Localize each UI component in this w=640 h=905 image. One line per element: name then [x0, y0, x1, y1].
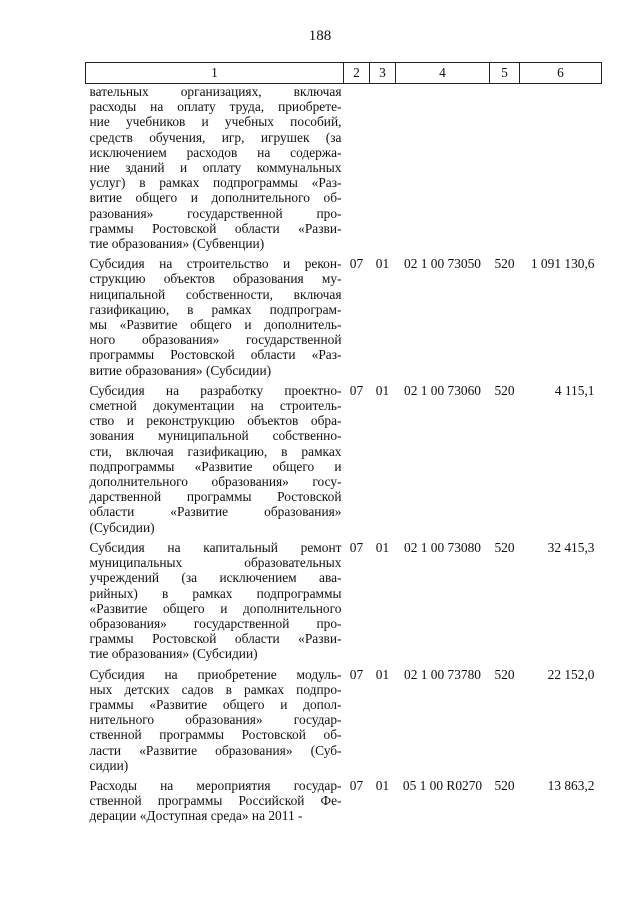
header-cell-2: 2	[344, 63, 370, 84]
description-line: сти, включая газификацию, в рамках	[89, 443, 342, 459]
description-line: тие образования» (Субвенции)	[89, 236, 265, 252]
description-line: учреждений (за исключением ава-	[89, 570, 342, 586]
amount: 32 415,3	[547, 539, 595, 555]
section-code: 07	[349, 256, 364, 272]
description-line: ласти «Развитие образования» (Суб-	[89, 742, 342, 758]
description-line: сметной документации на строитель-	[89, 398, 342, 414]
row-description	[86, 256, 344, 378]
row-description	[86, 667, 344, 773]
table-row	[86, 667, 602, 773]
description-line: зования муниципальной собственно-	[89, 428, 342, 444]
subsection-code: 01	[375, 777, 390, 793]
description-line: Субсидия на строительство и рекон-	[89, 256, 342, 272]
subsection-code: 01	[375, 382, 390, 398]
row-description	[86, 84, 344, 252]
expense-type-code: 520	[494, 777, 515, 793]
description-line: дарственной программы Ростовской	[89, 489, 342, 505]
description-line: витие общего и дополнительного об-	[89, 190, 342, 206]
table-row	[86, 778, 602, 824]
description-line: рийных) в рамках подпрограммы	[89, 585, 342, 601]
description-line: газификацию, в рамках подпрограм-	[89, 301, 342, 317]
description-line: «Развитие общего и дополнительного	[89, 600, 342, 616]
subsection-code	[370, 84, 396, 252]
amount: 4 115,1	[554, 382, 595, 398]
description-line: образования» государственной про-	[89, 615, 342, 631]
description-line: муниципальных образовательных	[89, 555, 342, 571]
description-line: дерации «Доступная среда» на 2011 -	[89, 808, 303, 824]
description-line: ственной программы Российской Фе-	[89, 793, 342, 809]
header-cell-6: 6	[520, 63, 602, 84]
table-row	[86, 256, 602, 378]
description-line: нительного образования» государ-	[89, 712, 342, 728]
row-description	[86, 540, 344, 662]
description-line: мы «Развитие общего и дополнитель-	[89, 317, 342, 333]
subsection-code: 01	[375, 256, 390, 272]
description-line: ственной программы Ростовской об-	[89, 727, 342, 743]
section-code	[344, 84, 370, 252]
description-line: расходы на оплату труда, приобрете-	[89, 99, 342, 115]
description-line: Субсидия на разработку проектно-	[89, 382, 342, 398]
description-line: ного образования» государственной	[89, 332, 342, 348]
expense-type-code: 520	[494, 539, 515, 555]
header-row	[86, 63, 602, 84]
budget-table	[85, 62, 602, 824]
description-line: дополнительного образования» госу-	[89, 474, 342, 490]
header-cell-3: 3	[370, 63, 396, 84]
description-line: программы Ростовской области «Раз-	[89, 347, 342, 363]
description-line: граммы Ростовской области «Разви-	[89, 220, 342, 236]
expense-type-code: 520	[494, 382, 515, 398]
section-code: 07	[349, 777, 364, 793]
target-article-code	[396, 84, 490, 252]
target-article-code: 02 1 00 73080	[404, 539, 481, 555]
amount: 13 863,2	[547, 777, 595, 793]
table-row	[86, 540, 602, 662]
header-cell-1: 1	[86, 63, 344, 84]
description-line: средств обучения, игр, игрушек (за	[89, 129, 342, 145]
page-number: 188	[308, 28, 332, 44]
description-line: подпрограммы «Развитие общего и	[89, 458, 342, 474]
target-article-code: 02 1 00 73050	[404, 256, 481, 272]
amount	[520, 84, 602, 252]
table-body	[86, 84, 602, 824]
section-code: 07	[349, 539, 364, 555]
description-line: Расходы на мероприятия государ-	[89, 777, 342, 793]
description-line: ние зданий и оплату коммунальных	[89, 160, 342, 176]
subsection-code: 01	[375, 539, 390, 555]
description-line: (Субсидии)	[89, 519, 155, 535]
description-line: разования» государственной про-	[89, 205, 342, 221]
section-code: 07	[349, 666, 364, 682]
description-line: витие образования» (Субсидии)	[89, 362, 272, 378]
description-line: исключением расходов на содержа-	[89, 144, 342, 160]
amount: 1 091 130,6	[530, 256, 595, 272]
description-line: ние учебников и учебных пособий,	[89, 114, 342, 130]
description-line: ниципальной собственности, включая	[89, 286, 342, 302]
description-line: услуг) в рамках подпрограммы «Раз-	[89, 175, 342, 191]
description-line: сидии)	[89, 757, 129, 773]
target-article-code: 05 1 00 R0270	[402, 777, 483, 793]
expense-type-code: 520	[494, 256, 515, 272]
header-cell-5: 5	[490, 63, 520, 84]
target-article-code: 02 1 00 73060	[404, 382, 481, 398]
subsection-code: 01	[375, 666, 390, 682]
description-line: струкцию объектов образования му-	[89, 271, 342, 287]
description-line: граммы Ростовской области «Разви-	[89, 631, 342, 647]
target-article-code: 02 1 00 73780	[404, 666, 481, 682]
description-line: ных детских садов в рамках подпро-	[89, 681, 342, 697]
description-line: Субсидия на капитальный ремонт	[89, 539, 342, 555]
header-cell-4: 4	[396, 63, 490, 84]
table-row	[86, 84, 602, 252]
row-description	[86, 778, 344, 824]
expense-type-code	[490, 84, 520, 252]
description-line: граммы «Развитие общего и допол-	[89, 696, 342, 712]
description-line: тие образования» (Субсидии)	[89, 646, 258, 662]
amount: 22 152,0	[547, 666, 595, 682]
description-line: Субсидия на приобретение модуль-	[89, 666, 342, 682]
description-line: области «Развитие образования»	[89, 504, 342, 520]
expense-type-code: 520	[494, 666, 515, 682]
description-line: вательных организациях, включая	[89, 84, 342, 99]
table-row	[86, 383, 602, 535]
section-code: 07	[349, 382, 364, 398]
row-description	[86, 383, 344, 535]
description-line: ство и реконструкцию объектов обра-	[89, 413, 342, 429]
